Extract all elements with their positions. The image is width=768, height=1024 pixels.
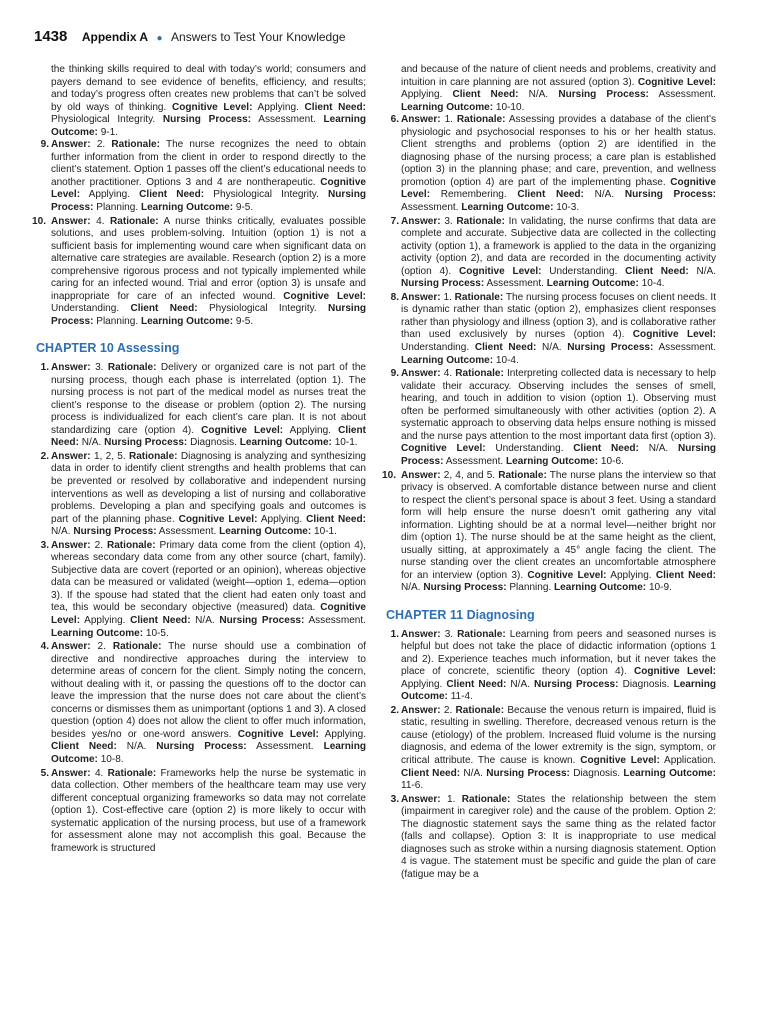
need-value: N/A. (195, 614, 215, 626)
proc-value: Assessment. (308, 614, 366, 626)
answer-item (386, 114, 716, 214)
proc-value: Planning. (96, 202, 139, 214)
outcome-label: Learning Outcome: (219, 526, 312, 538)
rationale-text: The nurse recognizes the need to obtain further information from the client in order to respond directly to the client’s statement. Option 1 passes off the client’s educational needs to another practitioner. Options 3 and 4 are nontherapeutic. (51, 139, 367, 188)
need-label: Client Need: (625, 265, 689, 277)
right-column (382, 64, 717, 882)
rationale-label: Rationale: (455, 704, 505, 716)
item-number: 2. (390, 704, 399, 716)
answer-label: Answer: (51, 139, 91, 151)
need-value: N/A. (696, 265, 716, 277)
item-number: 10. (32, 215, 46, 227)
cog-label: Cognitive Level: (178, 513, 258, 525)
cog-value: Applying. (401, 678, 443, 690)
need-label: Client Need: (306, 513, 366, 525)
answer-item (386, 794, 716, 882)
answer-label: Answer: (51, 539, 91, 551)
answer-value: 4. (96, 215, 105, 227)
rationale-text: Frameworks help the nurse be systematic in data collection. Other members of the healthcare team may use very different conceptual organizing frameworks so data may not correlate (option 1). Cost-effective care (option 2) is more likely to occur with systematic application of the nursing process, but use of a framework for assessment alone may not accomplish this goal. Because the framework is structured (51, 767, 367, 854)
proc-value: Assessment. (445, 455, 504, 467)
outcome-value: 10-3. (556, 202, 580, 214)
cog-value: Applying. (88, 189, 130, 201)
need-value: N/A. (528, 89, 549, 101)
cog-value: Applying. (610, 569, 652, 581)
need-value: N/A. (542, 342, 562, 354)
cog-value: Applying. (401, 89, 443, 101)
need-value: N/A. (81, 437, 102, 449)
outcome-value: 10-1. (334, 437, 358, 449)
chapter-label: CHAPTER 10 (36, 341, 114, 356)
proc-label: Nursing Process: (486, 767, 570, 779)
answer-item (386, 368, 716, 468)
answer-text: the thinking skills required to deal with today’s world; consumers and payers demand to see evidence of benefits, efficiency, and results; and today’s progress often creates new problems that can’t be solved by old ways of thinking. (51, 64, 366, 113)
outcome-value: 9-5. (235, 202, 254, 214)
proc-value: Diagnosis. (573, 767, 621, 779)
cog-label: Cognitive Level: (632, 329, 716, 341)
outcome-label: Learning Outcome: (239, 437, 332, 449)
outcome-value: 10-8. (100, 753, 124, 765)
proc-label: Nursing Process: (401, 443, 716, 467)
answer-value: 1. (447, 793, 456, 805)
cog-label: Cognitive Level: (201, 424, 284, 436)
answer-value: 3. (444, 215, 453, 227)
cog-label: Cognitive Level: (633, 666, 716, 678)
need-value: N/A. (126, 741, 147, 753)
proc-label: Nursing Process: (51, 189, 366, 214)
answer-label: Answer: (51, 215, 91, 227)
answer-item (36, 540, 366, 640)
answer-value: 2. (96, 139, 106, 151)
rationale-text: A nurse thinks critically, evaluates possible solutions, and uses problem-solving. Intuition (option 1) is not a sufficient basis for implementing wound care when significant data on alternative care strategies are available. Research (option 2) is a more comprehensive rigorous process and not typically implemented while caring for an infected wound. Trial and error (option 3) is unsafe and inappropriate for care of an infected wound. (51, 215, 367, 302)
need-value: N/A. (51, 526, 71, 538)
answer-item (382, 469, 716, 595)
bullet-icon: ● (156, 33, 163, 44)
proc-label: Nursing Process: (567, 342, 654, 354)
cog-label: Cognitive Level: (580, 754, 660, 766)
continued-answer (386, 64, 716, 114)
outcome-value: 10-5. (145, 627, 169, 639)
need-value: N/A. (401, 582, 421, 594)
rationale-label: Rationale: (107, 767, 157, 779)
outcome-value: 11-4. (450, 691, 473, 703)
rationale-label: Rationale: (461, 793, 511, 805)
answer-label: Answer: (51, 641, 91, 653)
outcome-value: 9-5. (235, 315, 254, 327)
proc-label: Nursing Process: (156, 741, 247, 753)
proc-value: Assessment. (486, 278, 544, 290)
outcome-label: Learning Outcome: (401, 678, 716, 703)
proc-value: Diagnosis. (190, 437, 237, 449)
item-number: 1. (390, 628, 399, 640)
need-label: Client Need: (474, 342, 537, 354)
proc-value: Assessment. (658, 342, 716, 354)
answer-label: Answer: (51, 767, 91, 779)
answer-label: Answer: (401, 469, 441, 481)
rationale-text: The nursing process focuses on client needs. It is dynamic rather than static (option 2), emphasizes client responses rather than physiology and illness (option 3), and is collaborative rather than used exclusively by nurses (option 4). (401, 291, 716, 341)
outcome-value: 9-1. (100, 126, 118, 138)
rationale-label: Rationale: (128, 450, 178, 462)
answer-item (386, 292, 716, 367)
answer-value: 1, 2, 5. (93, 450, 126, 462)
chapter-label: CHAPTER 11 (386, 607, 464, 622)
rationale-text: In validating, the nurse confirms that data are complete and accurate. Subjective data are collected in the collecting activity (option 1), a framework is applied to the data in the organizing activity (option 2), and data are recorded in the documenting activity (option 4). (401, 215, 716, 277)
answer-label: Answer: (401, 215, 441, 227)
cog-label: Cognitive Level: (527, 569, 607, 581)
chapter-title: Diagnosing (466, 607, 535, 622)
outcome-value: 10-10. (495, 101, 525, 113)
item-number: 10. (382, 469, 396, 481)
chapter-title: Assessing (116, 341, 180, 356)
answer-list (36, 362, 366, 855)
answer-label: Answer: (401, 114, 441, 126)
answer-item (36, 139, 366, 214)
cog-label: Cognitive Level: (51, 176, 366, 201)
proc-label: Nursing Process: (219, 614, 305, 626)
need-label: Client Need: (446, 678, 507, 690)
rationale-label: Rationale: (457, 628, 506, 640)
rationale-label: Rationale: (456, 114, 506, 126)
need-label: Client Need: (401, 767, 461, 779)
answer-label: Answer: (401, 291, 441, 303)
need-value: N/A. (510, 678, 530, 690)
outcome-label: Learning Outcome: (401, 354, 494, 366)
outcome-label: Learning Outcome: (140, 202, 234, 214)
rationale-text: Learning from peers and seasoned nurses is helpful but does not take the place of didactic information (options 1 and 2). Experience teaches much information, but it never takes the place of concrete, scientific theory (option 4). (401, 628, 717, 678)
answer-item (36, 641, 366, 766)
cog-value: Remembering. (440, 189, 507, 201)
cog-value: Application. (664, 754, 716, 766)
item-number: 3. (40, 539, 49, 551)
cog-value: Understanding. (495, 443, 564, 455)
rationale-label: Rationale: (454, 291, 504, 303)
answer-value: 4. (94, 767, 104, 779)
cog-value: Applying. (260, 513, 303, 525)
proc-value: Assessment. (258, 114, 316, 126)
need-value: N/A. (463, 767, 483, 779)
answer-value: 2. (94, 539, 103, 551)
answer-value: 1. (443, 291, 452, 303)
continued-answer (36, 64, 366, 139)
need-label: Client Need: (452, 89, 519, 101)
outcome-value: 10-4. (495, 354, 519, 366)
proc-value: Diagnosis. (622, 678, 670, 690)
rationale-text: Because the venous return is impaired, fluid is static, resulting in swelling. Therefore, decreased venous return is the cause (etiology) of the problem. Increased fluid volume is the nursing diagnosis, and edema of the lower extremity is the sign, symptom, or critical attribute. The cause is known. (401, 704, 717, 766)
outcome-label: Learning Outcome: (51, 114, 366, 138)
item-number: 1. (40, 362, 49, 374)
need-label: Client Need: (655, 569, 716, 581)
rationale-label: Rationale: (112, 641, 162, 653)
cog-label: Cognitive Level: (401, 443, 486, 455)
proc-value: Assessment. (256, 741, 314, 753)
need-value: N/A. (594, 189, 615, 201)
item-number: 8. (390, 291, 399, 303)
answer-item (386, 216, 716, 291)
cog-value: Understanding. (401, 342, 470, 354)
rationale-text: Assessing provides a database of the client’s physiologic and psychosocial responses to his or her health status. Client strengths and problems (option 2) are identified in the diagnosing phase of the nursing process; a care plan is established (option 3) in the planning phase; and care, prevention, and wellness promotion (option 4) are part of the implementing phase. (401, 114, 716, 188)
rationale-label: Rationale: (107, 362, 157, 374)
outcome-label: Learning Outcome: (140, 315, 234, 327)
proc-label: Nursing Process: (624, 189, 716, 201)
need-label: Client Need: (130, 303, 198, 315)
item-number: 4. (40, 641, 49, 653)
appendix-title: Answers to Test Your Knowledge (171, 30, 346, 44)
rationale-text: Interpreting collected data is necessary to help validate their accuracy. Observing includes the senses of smell, hearing, and touch in addition to vision (option 1). Observing must often be performed simultaneously with other activities (option 2). A systematic approach to observing data helps ensure nothing is missed and the nurse pays attention to the most important data first (option 3). (401, 368, 716, 442)
chapter-heading (36, 342, 366, 355)
proc-label: Nursing Process: (162, 114, 252, 126)
answer-value: 2. (97, 641, 106, 653)
page-number: 1438 (34, 28, 68, 45)
rationale-label: Rationale: (456, 215, 505, 227)
proc-label: Nursing Process: (534, 678, 619, 690)
item-number: 9. (40, 139, 49, 151)
answer-value: 2. (443, 704, 453, 716)
proc-value: Planning. (96, 315, 139, 327)
item-number: 5. (40, 767, 49, 779)
proc-label: Nursing Process: (51, 303, 366, 327)
item-number: 6. (390, 114, 399, 126)
cog-label: Cognitive Level: (401, 176, 716, 201)
rationale-label: Rationale: (498, 469, 547, 481)
page-header (34, 28, 734, 50)
answer-item (36, 451, 366, 539)
outcome-value: 10-6. (600, 455, 624, 467)
proc-label: Nursing Process: (401, 278, 485, 290)
outcome-label: Learning Outcome: (51, 627, 144, 639)
proc-label: Nursing Process: (423, 582, 507, 594)
rationale-text: The nurse should use a combination of directive and nondirective approaches during the interview to determine areas of concern for the client. Simply noting the concern, without dealing with it, or passing the questions off to the doctor can leave the impression that the nurse does not care about the client’s concerns or dismisses them as unimportant (options 1 and 3). A closed question (option 4) does not allow the client to offer much information, besides yes/no or one-word answers. (51, 641, 366, 740)
proc-label: Nursing Process: (558, 89, 649, 101)
answer-item (36, 768, 366, 856)
proc-value: Planning. (509, 582, 552, 594)
answer-label: Answer: (401, 704, 441, 716)
outcome-label: Learning Outcome: (506, 455, 599, 467)
answer-value: 3. (444, 628, 454, 640)
answer-list (32, 139, 367, 328)
proc-value: Assessment. (158, 526, 217, 538)
answer-list (382, 114, 716, 595)
need-label: Client Need: (130, 614, 191, 626)
outcome-value: 10-9. (648, 582, 672, 594)
cog-label: Cognitive Level: (51, 602, 367, 626)
need-value: Physiological Integrity. (208, 303, 317, 315)
answer-item (386, 705, 716, 793)
rationale-text: The nurse plans the interview so that privacy is observed. A comfortable distance between nurse and client to respect the client’s personal space is about 3 feet. Using a standard form will help ensure the nurse doesn’t omit gathering any vital information. Lighting should be at a normal level—neither bright nor dim (option 1). The nurse should be at the same height as the client, usually sitting, at approximately a 45° angle facing the client. The nurse standing over the client creates an uncomfortable atmosphere for an interview (option 3). (401, 469, 716, 581)
outcome-label: Learning Outcome: (401, 101, 494, 113)
rationale-label: Rationale: (111, 139, 160, 151)
answer-label: Answer: (401, 793, 441, 805)
outcome-value: 10-4. (641, 278, 665, 290)
outcome-label: Learning Outcome: (554, 582, 647, 594)
cog-label: Cognitive Level: (283, 290, 366, 302)
need-label: Client Need: (304, 101, 367, 113)
cog-value: Understanding. (51, 303, 120, 315)
outcome-label: Learning Outcome: (461, 202, 554, 214)
rationale-text: Primary data come from the client (option 4), whereas secondary data come from any other source (chart, family). Subjective data are covert (reported or an opinion), whereas objective data can be measured or validated (weight—option 1, edema—option 3). If the spouse had stated that the client had eaten only toast and tea, this would be secondary objective (measured) data. (51, 539, 366, 614)
item-number: 3. (390, 793, 399, 805)
answer-item (32, 215, 367, 329)
cog-value: Applying. (289, 424, 331, 436)
need-label: Client Need: (139, 189, 205, 201)
answer-value: 4. (443, 368, 453, 380)
cog-value: Applying. (257, 101, 299, 113)
need-value: N/A. (648, 443, 669, 455)
outcome-value: 11-6. (401, 780, 424, 792)
proc-value: Assessment. (658, 89, 716, 101)
rationale-text: Delivery or organized care is not part of the nursing process, though each phase is interrelated (option 1). The nursing process is not part of the medical model as nurses treat the client’s response to the disease or problem (option 2). The nursing process is individualized for each client’s care plan. It is not about standardizing care (option 4). (51, 362, 366, 436)
answer-label: Answer: (401, 368, 441, 380)
answer-value: 3. (95, 362, 104, 374)
chapter-heading (386, 609, 716, 622)
cog-value: Understanding. (549, 265, 618, 277)
cog-label: Cognitive Level: (637, 76, 716, 88)
answer-value: 2, 4, and 5. (443, 469, 496, 481)
need-label: Client Need: (573, 443, 639, 455)
answer-label: Answer: (51, 362, 91, 374)
outcome-label: Learning Outcome: (546, 278, 639, 290)
outcome-value: 10-1. (314, 526, 337, 538)
need-label: Client Need: (517, 189, 584, 201)
rationale-text: Diagnosing is analyzing and synthesizing data in order to identify client strengths and health problems that can be prevented or resolved by collaborative and independent nursing interventions as well as developing a list of nursing and collaborative problems. Developing a plan and specifying goals and outcomes is part of the planning phase. (51, 450, 366, 525)
proc-label: Nursing Process: (73, 526, 157, 538)
item-number: 2. (40, 450, 49, 462)
answer-label: Answer: (401, 628, 441, 640)
need-value: Physiological Integrity. (51, 114, 156, 126)
item-number: 9. (390, 368, 399, 380)
rationale-label: Rationale: (455, 368, 504, 380)
answer-item (386, 629, 716, 704)
outcome-label: Learning Outcome: (623, 767, 716, 779)
cog-value: Applying. (84, 614, 126, 626)
need-label: Client Need: (51, 424, 367, 449)
proc-label: Nursing Process: (104, 437, 188, 449)
answer-item (36, 362, 366, 450)
answer-list (386, 629, 716, 882)
need-value: Physiological Integrity. (213, 189, 319, 201)
answer-label: Answer: (51, 450, 91, 462)
appendix-label: Appendix A (81, 30, 149, 44)
rationale-label: Rationale: (110, 215, 159, 227)
cog-label: Cognitive Level: (171, 101, 253, 113)
item-number: 7. (390, 215, 399, 227)
cog-label: Cognitive Level: (458, 265, 542, 277)
left-column (32, 64, 367, 856)
rationale-text: States the relationship between the stem (impairment in caregiver role) and the cause of the problem. Option 2: The diagnostic statement says the same thing as the related factor (falls and collapse). Option 3: It is inappropriate to use medical diagnoses such as stroke within a nursing diagnosis statement. Option 4 is vague. The statement must be specific and guide the plan of care (fatigue may be a (401, 793, 717, 880)
rationale-label: Rationale: (106, 539, 156, 551)
need-label: Client Need: (51, 741, 117, 753)
cog-value: Applying. (324, 728, 366, 740)
proc-value: Assessment. (401, 202, 459, 214)
outcome-label: Learning Outcome: (51, 741, 366, 765)
cog-label: Cognitive Level: (237, 728, 319, 740)
answer-value: 1. (444, 114, 453, 126)
answer-text: and because of the nature of client needs and problems, creativity and intuition in care planning are not assured (option 3). (401, 64, 716, 88)
